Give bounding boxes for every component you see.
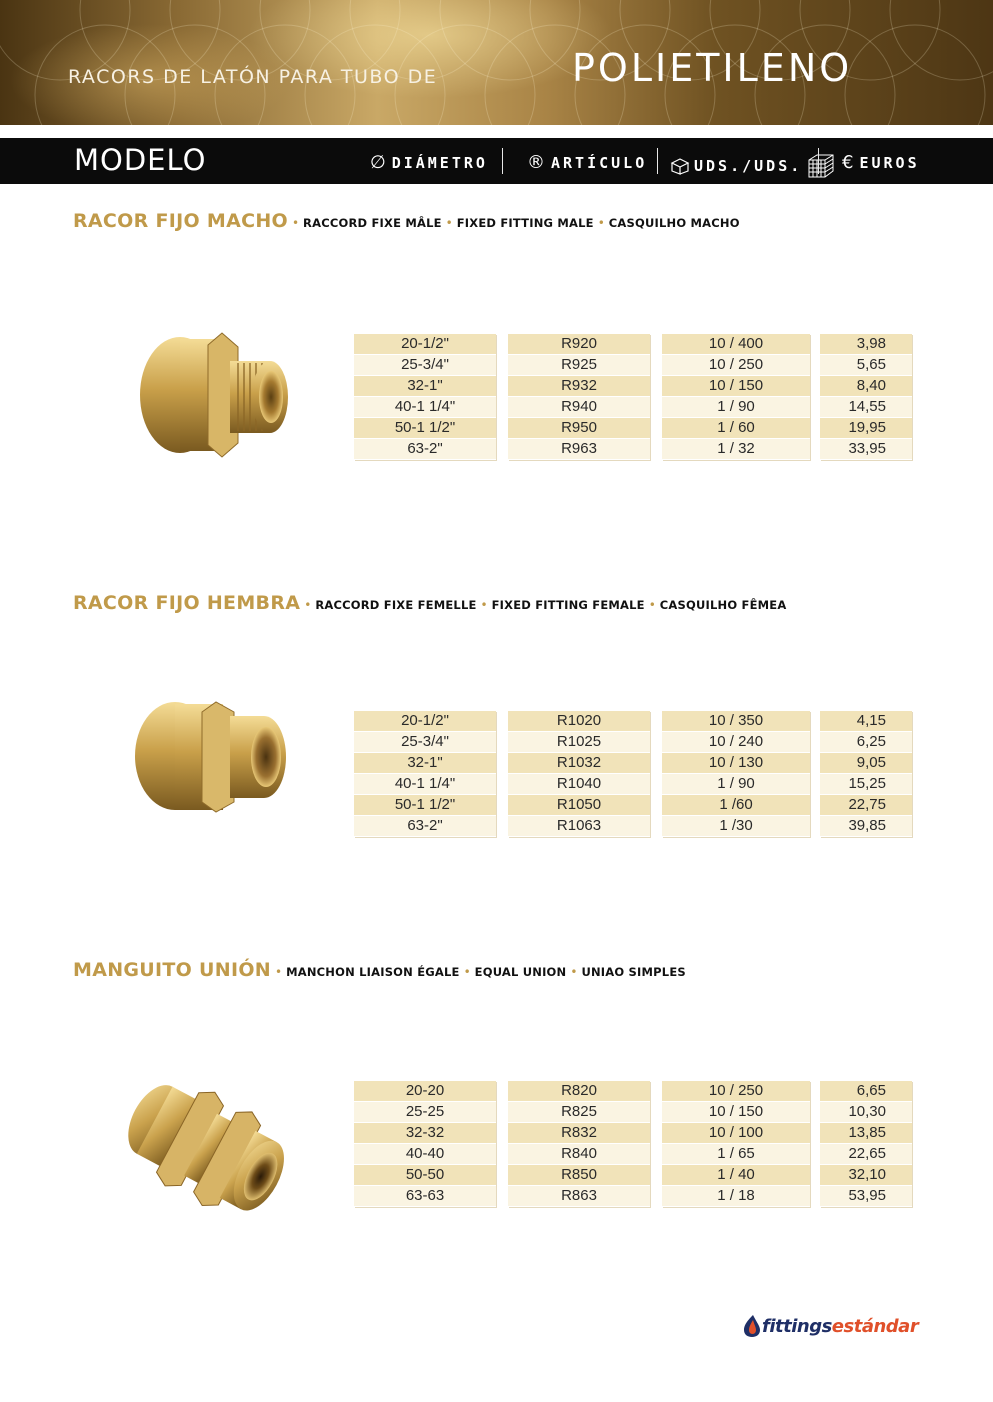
table-cell: 1 / 65 (662, 1144, 810, 1164)
header-uds (666, 152, 836, 180)
uds-column (662, 334, 810, 460)
table-cell: R963 (508, 439, 650, 459)
table-cell: R863 (508, 1186, 650, 1206)
section-title-main: MANGUITO UNIÓN (73, 959, 271, 981)
table-cell: 1 / 90 (662, 774, 810, 794)
table-cell: 50-1 1/2" (354, 795, 496, 815)
table-cell: 10 / 240 (662, 732, 810, 752)
table-cell: R932 (508, 376, 650, 396)
table-cell: 1 / 40 (662, 1165, 810, 1185)
table-cell: 20-1/2" (354, 334, 496, 354)
section-translation: CASQUILHO FÊMEA (659, 598, 787, 612)
logo-text-fittings: fittings (762, 1315, 832, 1337)
table-cell: 32,10 (820, 1165, 912, 1185)
union-fitting-image (118, 1072, 293, 1222)
table-cell: 40-1 1/4" (354, 397, 496, 417)
table-cell: 53,95 (820, 1186, 912, 1206)
section-title: RACOR FIJO MACHO • RACCORD FIXE MÂLE • FIXED FITTING MALE • CASQUILHO MACHO (73, 210, 740, 232)
table-cell: 39,85 (820, 816, 912, 836)
table-cell: 25-25 (354, 1102, 496, 1122)
column-header-bar (0, 138, 993, 184)
table-cell: R1040 (508, 774, 650, 794)
header-articulo-label: ARTÍCULO (551, 153, 648, 172)
table-cell: 10 / 150 (662, 376, 810, 396)
table-cell: 1 /60 (662, 795, 810, 815)
table-cell: 63-2" (354, 439, 496, 459)
table-cell: 19,95 (820, 418, 912, 438)
table-cell: R850 (508, 1165, 650, 1185)
table-cell: 5,65 (820, 355, 912, 375)
diametro-column (354, 1081, 496, 1207)
euros-column (820, 334, 912, 460)
table-cell: R920 (508, 334, 650, 354)
table-cell: 33,95 (820, 439, 912, 459)
section-translation: EQUAL UNION (474, 965, 567, 979)
table-cell: 10 / 400 (662, 334, 810, 354)
table-cell: 6,65 (820, 1081, 912, 1101)
table-cell: R1063 (508, 816, 650, 836)
table-cell: 25-3/4" (354, 355, 496, 375)
table-cell: 1 / 60 (662, 418, 810, 438)
table-cell: 10,30 (820, 1102, 912, 1122)
section-translation: FIXED FITTING FEMALE (491, 598, 645, 612)
section-translation: RACCORD FIXE MÂLE (303, 216, 442, 230)
table-cell: 10 / 150 (662, 1102, 810, 1122)
company-logo (742, 1314, 918, 1338)
header-euros (842, 152, 920, 173)
table-cell: 40-40 (354, 1144, 496, 1164)
header-articulo (527, 152, 647, 173)
table-cell: R832 (508, 1123, 650, 1143)
section-translation: UNIAO SIMPLES (581, 965, 686, 979)
header-euros-label: EUROS (859, 153, 920, 172)
header-divider (818, 148, 819, 174)
table-cell: 9,05 (820, 753, 912, 773)
uds-column (662, 711, 810, 837)
table-cell: 3,98 (820, 334, 912, 354)
banner-subtitle: RACORS DE LATÓN PARA TUBO DE (68, 66, 438, 88)
table-cell: 1 / 90 (662, 397, 810, 417)
table-cell: 20-1/2" (354, 711, 496, 731)
table-cell: 22,65 (820, 1144, 912, 1164)
section-translation: MANCHON LIAISON ÉGALE (286, 965, 460, 979)
table-cell: 1 / 18 (662, 1186, 810, 1206)
table-cell: 13,85 (820, 1123, 912, 1143)
logo-text-estandar: estándar (831, 1315, 919, 1337)
diametro-column (354, 711, 496, 837)
section-title-main: RACOR FIJO HEMBRA (73, 592, 301, 614)
table-cell: 10 / 130 (662, 753, 810, 773)
section-translation: CASQUILHO MACHO (608, 216, 740, 230)
table-cell: 14,55 (820, 397, 912, 417)
table-cell: R1032 (508, 753, 650, 773)
table-cell: 22,75 (820, 795, 912, 815)
table-cell: 1 / 32 (662, 439, 810, 459)
table-cell: 10 / 250 (662, 1081, 810, 1101)
table-cell: R1020 (508, 711, 650, 731)
banner-title: POLIETILENO (572, 46, 853, 90)
section-title: RACOR FIJO HEMBRA • RACCORD FIXE FEMELLE • FIXED FITTING FEMALE • CASQUILHO FÊMEA (73, 592, 787, 614)
header-divider (657, 148, 658, 174)
table-cell: R940 (508, 397, 650, 417)
table-cell: R925 (508, 355, 650, 375)
table-cell: 32-1" (354, 376, 496, 396)
header-divider (502, 148, 503, 174)
male-fitting-image (130, 325, 295, 465)
articulo-column (508, 334, 650, 460)
table-cell: 4,15 (820, 711, 912, 731)
diametro-column (354, 334, 496, 460)
box-icon (670, 157, 690, 175)
table-cell: 10 / 100 (662, 1123, 810, 1143)
registered-icon: ® (527, 152, 545, 173)
table-cell: 1 /30 (662, 816, 810, 836)
grid-cube-icon (806, 152, 836, 180)
table-cell: R1025 (508, 732, 650, 752)
table-cell: 63-2" (354, 816, 496, 836)
table-cell: 50-50 (354, 1165, 496, 1185)
header-uds-label: UDS./UDS. (694, 157, 803, 175)
table-cell: R820 (508, 1081, 650, 1101)
table-cell: 63-63 (354, 1186, 496, 1206)
table-cell: 6,25 (820, 732, 912, 752)
header-modelo: MODELO (74, 143, 207, 177)
table-cell: 32-1" (354, 753, 496, 773)
articulo-column (508, 711, 650, 837)
articulo-column (508, 1081, 650, 1207)
table-cell: 10 / 350 (662, 711, 810, 731)
uds-column (662, 1081, 810, 1207)
table-cell: 32-32 (354, 1123, 496, 1143)
table-cell: 10 / 250 (662, 355, 810, 375)
section-title-main: RACOR FIJO MACHO (73, 210, 288, 232)
euro-icon: € (842, 152, 854, 173)
female-fitting-image (130, 698, 295, 818)
table-cell: 40-1 1/4" (354, 774, 496, 794)
table-cell: 8,40 (820, 376, 912, 396)
table-cell: 25-3/4" (354, 732, 496, 752)
header-diametro-label: DIÁMETRO (391, 153, 488, 172)
header-diametro (370, 152, 488, 173)
flame-drop-icon (742, 1314, 762, 1338)
table-cell: 15,25 (820, 774, 912, 794)
table-cell: R950 (508, 418, 650, 438)
section-translation: RACCORD FIXE FEMELLE (315, 598, 477, 612)
table-cell: R825 (508, 1102, 650, 1122)
euros-column (820, 1081, 912, 1207)
diameter-icon: ∅ (370, 152, 386, 173)
table-cell: 20-20 (354, 1081, 496, 1101)
header-banner (0, 0, 993, 125)
section-translation: FIXED FITTING MALE (456, 216, 594, 230)
table-cell: 50-1 1/2" (354, 418, 496, 438)
table-cell: R840 (508, 1144, 650, 1164)
section-title: MANGUITO UNIÓN • MANCHON LIAISON ÉGALE • EQUAL UNION • UNIAO SIMPLES (73, 959, 686, 981)
table-cell: R1050 (508, 795, 650, 815)
euros-column (820, 711, 912, 837)
